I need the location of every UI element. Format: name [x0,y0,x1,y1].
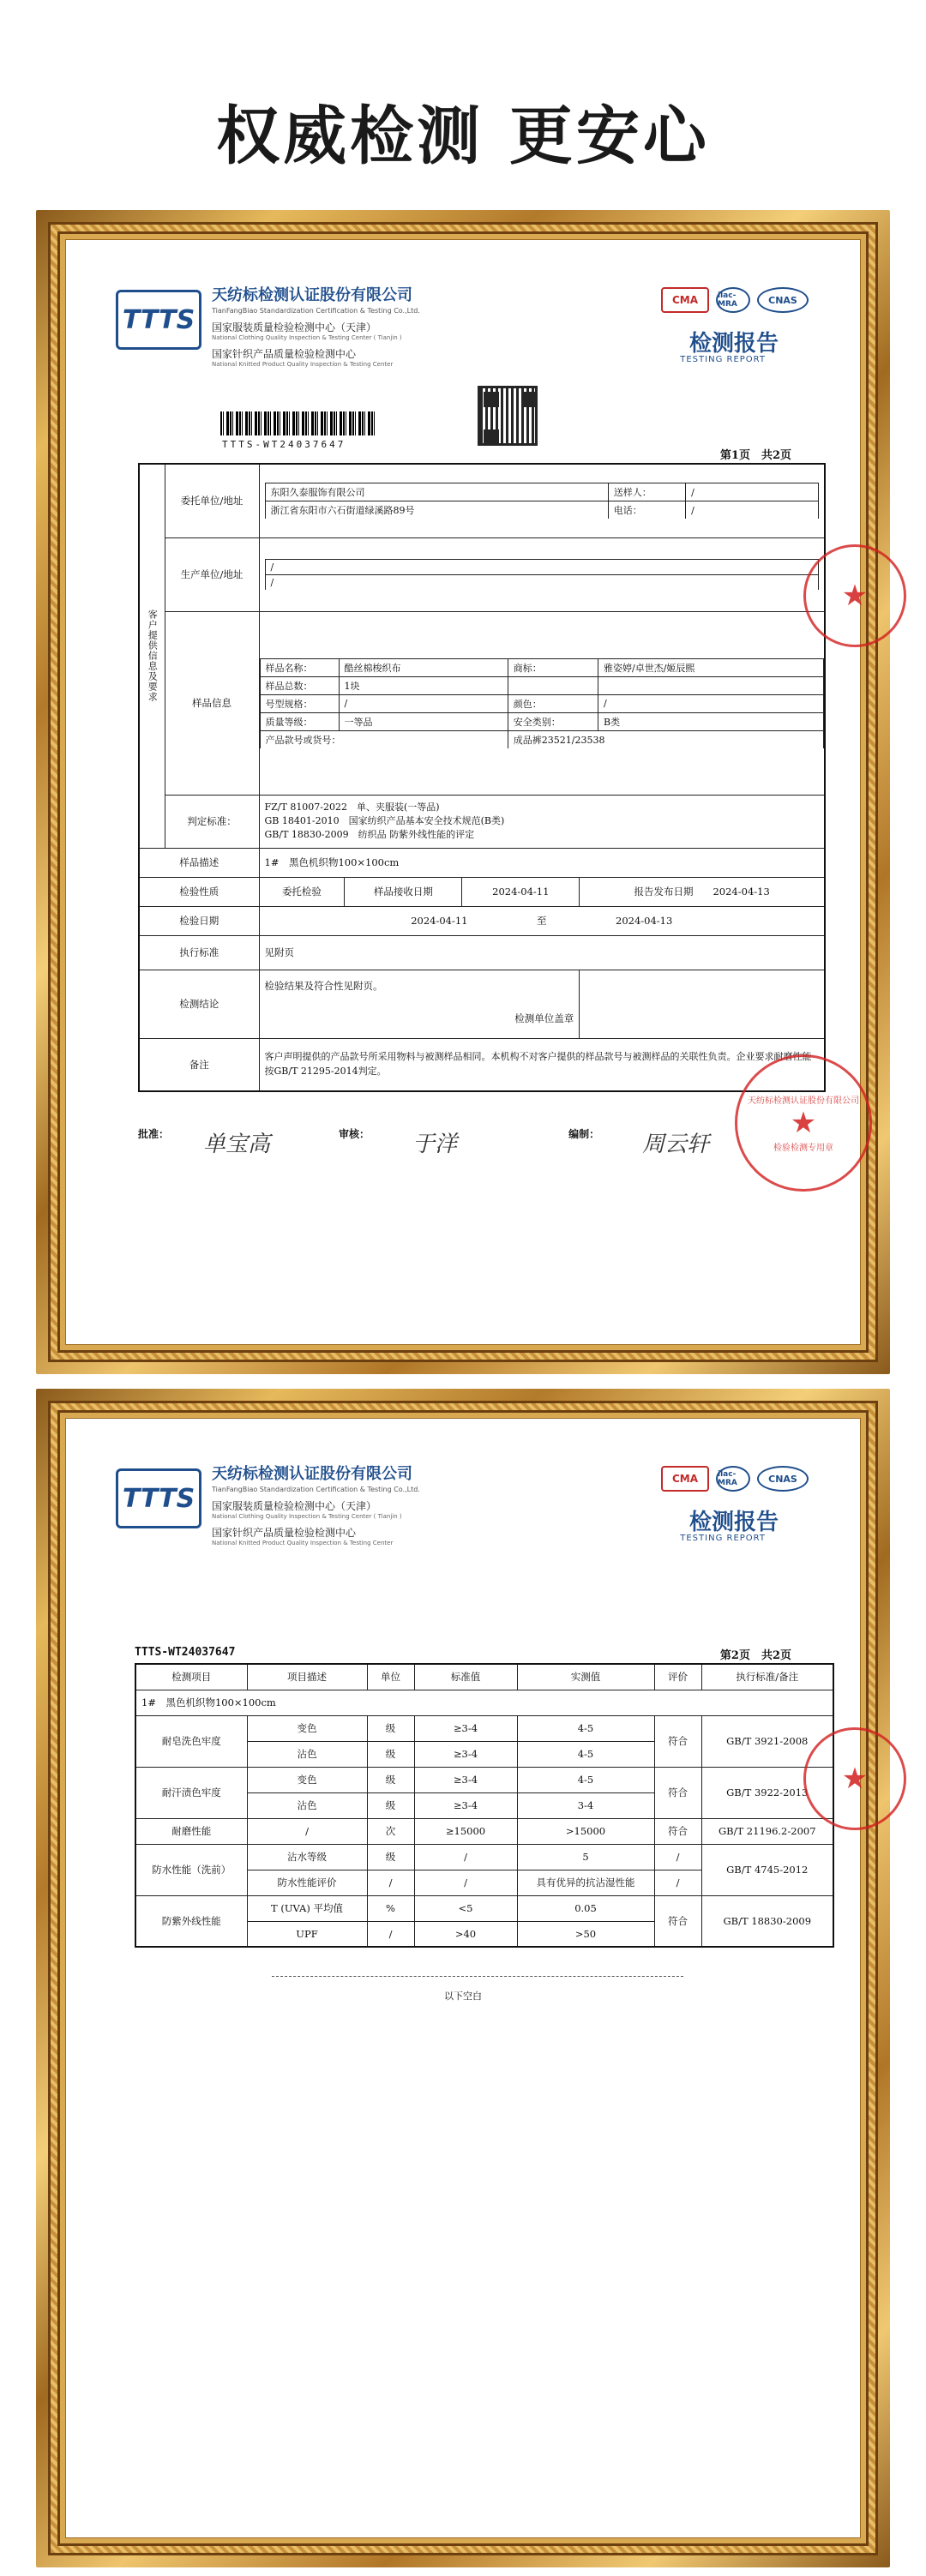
certificate-frame-page1 [36,210,890,1374]
report-id: TTTS-WT24037647 [135,1646,236,1659]
report-title: 检测报告 [688,1510,779,1535]
reviewer-signature: 于洋 [412,1132,458,1157]
report-paper-page1 [65,239,869,1345]
cnas-logo: CNAS [757,287,809,313]
report-subtitle: TESTING REPORT [680,355,766,364]
test-results-table [135,1663,834,1948]
page-seal-stamp: ★ [803,544,906,647]
table-row: 防水性能（洗前） 沾水等级 级 / 5 / GB/T 4745-2012 [135,1844,833,1870]
inspection-seal-stamp: 天纺标检测认证股份有限公司 ★ 检验检测专用章 [735,1054,872,1192]
table-row: 耐汗渍色牢度 变色 级 ≥3-4 4-5 符合 GB/T 3922-2013 [135,1767,833,1792]
org-header: 天纺标检测认证股份有限公司 TianFangBiao Standardization Certification & Testing Co.,Ltd. 国家服装质量检验检测中心（天津） National Clothing Quality Inspection & Testing Center ( Tianjin ) 国家针织产品质量检验检测中心 National Knitted Product Quality Inspection & Testing Center [212,286,420,368]
cma-logo: CMA [661,287,709,313]
report-title: 检测报告 [688,331,779,357]
customer-info-column: 客户提供信息及要求 [139,464,165,848]
report-paper-page2 [65,1418,869,2538]
table-header-row: 检测项目 项目描述 单位 标准值 实测值 评价 执行标准/备注 [135,1664,833,1690]
org-header: 天纺标检测认证股份有限公司 TianFangBiao Standardization Certification & Testing Co.,Ltd. 国家服装质量检验检测中心（天津） National Clothing Quality Inspection & Testing Center ( Tianjin ) 国家针织产品质量检验检测中心 National Knitted Product Quality Inspection & Testing Center [212,1465,420,1546]
ttts-logo: TTTS [116,1468,201,1528]
barcode-icon [220,411,375,435]
report-subtitle: TESTING REPORT [680,1534,766,1543]
end-divider [272,1976,683,1977]
ttts-logo: TTTS [116,290,201,350]
cnas-logo: CNAS [757,1466,809,1492]
signature-row: 批准： 单宝高 审核： 于洋 编制： 周云轩 [138,1128,710,1157]
page-seal-stamp: ★ [803,1727,906,1830]
table-row: 耐皂洗色牢度 变色 级 ≥3-4 4-5 符合 GB/T 3921-2008 [135,1715,833,1741]
qr-code-icon [478,386,538,446]
report-info-table: 客户提供信息及要求 委托单位/地址 东阳久泰服饰有限公司 送样人： / 浙江省东阳市六石街道绿溪路89号 电话： / 生产单位/地址 / / 样品信息 样品名称： 酷丝棉梭织布 商标： 雅姿婷/卓世杰/姬辰熙 样品总数： 1块 号型规格： / 颜色： / 质量等级： 一等品 安全类别： B类 产品款号或货号： 成品裤23521/23538 判定标准： FZ/T 81007-2022 单、夹服装(一等品) GB 18401-2010 国家纺织产品基本安全技术规范(B类) GB/T 18830-2009 纺织品 防紫外线性能的评定 样品描述 1# 黑色机织物100×100cm 检验性质 委托检验 样品接收日期 2024-04-11 报告发布日期 2024-04-13 检验日期 2024-04-11 至 2024-04-13 执行标准 见附页 检测结论 检验结果及符合性见附页。 检测单位盖章 备注 客户声明提供的产品款号所采用物料与被测样品相同。本机构不对客户提供的样品款号与被测样品的关联性负责。企业要求耐磨性能按GB/T 21295-2014判定。 [138,463,826,1092]
page-headline: 权威检测 更安心 [216,99,710,173]
ilac-logo: ilac-MRA [716,1466,750,1492]
barcode-text: TTTS-WT24037647 [222,439,346,450]
table-row: 防紫外线性能 T (UVA) 平均值 % <5 0.05 符合 GB/T 18830-2009 [135,1895,833,1921]
table-row: UPF / >40 >50 [135,1921,833,1947]
table-row: 沾色 级 ≥3-4 4-5 [135,1741,833,1767]
editor-signature: 周云轩 [642,1132,710,1157]
certificate-frame-page2 [36,1389,890,2567]
table-row: 沾色 级 ≥3-4 3-4 [135,1792,833,1818]
table-row: 防水性能评价 / / 具有优异的抗沾湿性能 / [135,1870,833,1895]
blank-below-note: 以下空白 [444,1991,482,2002]
table-row: 1# 黑色机织物100×100cm [135,1690,833,1715]
ilac-logo: ilac-MRA [716,287,750,313]
accreditation-marks [661,287,809,313]
cma-logo: CMA [661,1466,709,1492]
accreditation-marks [661,1466,809,1492]
table-row: 耐磨性能 / 次 ≥15000 >15000 符合 GB/T 21196.2-2007 [135,1818,833,1844]
approver-signature: 单宝高 [203,1132,271,1157]
page-number: 第2页 共2页 [719,1649,791,1662]
page-number: 第1页 共2页 [719,449,791,462]
